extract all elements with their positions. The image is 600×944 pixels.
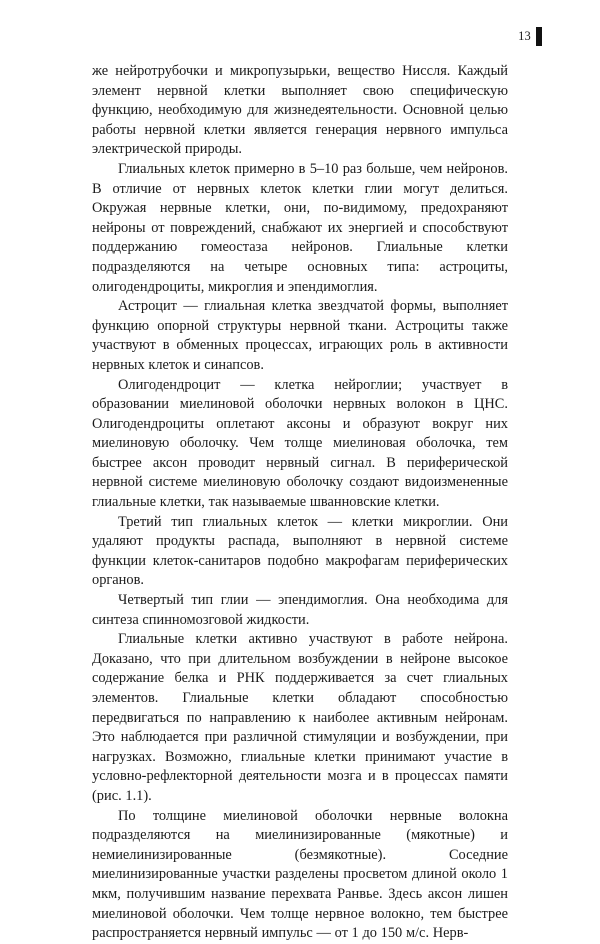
paragraph: же нейротрубочки и микропузырьки, вещество Ниссля. Каждый элемент нервной клетки выполняет свою специфическую функцию, необходимую для жизнедеятельности. Основной целью работы нервной клетки является генерация нервного импульса электрической природы.	[92, 63, 508, 158]
body-text-block	[92, 62, 508, 944]
paragraph: Астроцит — глиальная клетка звездчатой формы, выполняет функцию опорной структуры нервной ткани. Астроциты также участвуют в обменных процессах, играющих роль в активности нервных клеток и синапсов.	[92, 298, 508, 373]
paragraph: Четвертый тип глии — эпендимоглия. Она необходима для синтеза спинномозговой жидкости.	[92, 592, 508, 628]
paragraph: Глиальных клеток примерно в 5–10 раз больше, чем нейронов. В отличие от нервных клеток клетки глии могут делиться. Окружая нервные клетки, они, по-видимому, предохраняют нейроны от повреждений, снабжают их энергией и способствуют поддержанию гомеостаза нейронов. Глиальные клетки подразделяются на четыре основных типа: астроциты, олигодендроциты, микроглия и эпендимоглия.	[92, 160, 508, 295]
page-folio	[518, 26, 542, 46]
paragraph: Олигодендроцит — клетка нейроглии; участвует в образовании миелиновой оболочки нервных волокон в ЦНС. Олигодендроциты оплетают аксоны и образуют вокруг них миелиновую оболочку. Чем толще миелиновая оболочка, тем быстрее аксон проводит нервный сигнал. В периферической нервной системе миелиновую оболочку создают видоизмененные глиальные клетки, так называемые шванновские клетки.	[92, 376, 508, 511]
folio-rule-marker	[536, 27, 542, 46]
paragraph: Глиальные клетки активно участвуют в работе нейрона. Доказано, что при длительном возбуждении в нейроне высокое содержание белка и РНК поддерживается за счет глиальных элементов. Глиальные клетки обладают способностью передвигаться по направлению к наиболее активным нейронам. Это наблюдается при различной стимуляции и возбуждении, при нагрузках. Возможно, глиальные клетки принимают участие в условно-рефлекторной деятельности мозга и в процессах памяти (рис. 1.1).	[92, 631, 508, 804]
paragraph: Третий тип глиальных клеток — клетки микроглии. Они удаляют продукты распада, выполняют в нервной системе функции клеток-санитаров подобно макрофагам периферических органов.	[92, 513, 508, 589]
paragraph: По толщине миелиновой оболочки нервные волокна подразделяются на миелинизированные (мякотные) и немиелинизированные (безмякотные). Соседние миелинизированные участки разделены просветом длиной около 1 мкм, получившим название перехвата Ранвье. Здесь аксон лишен миелиновой оболочки. Чем толще нервное волокно, тем быстрее распространяется нервный импульс — от 1 до 150 м/с. Нерв-	[92, 807, 508, 942]
page-number: 13	[518, 28, 531, 43]
